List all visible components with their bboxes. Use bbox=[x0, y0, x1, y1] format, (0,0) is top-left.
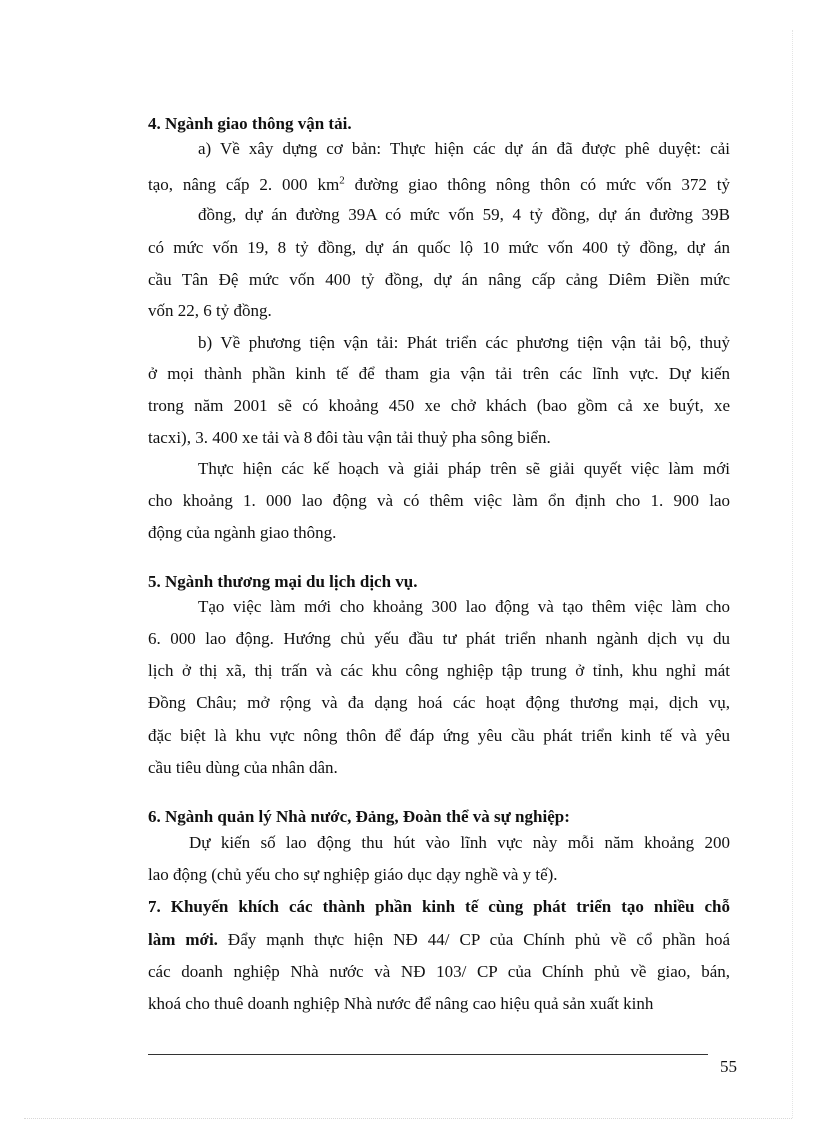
section-4-line-9: trong năm 2001 sẽ có khoảng 450 xe chở khách (bao gồm cả xe buýt, xe bbox=[148, 396, 730, 415]
section-5-line-5: đặc biệt là khu vực nông thôn để đáp ứng yêu cầu phát triển kinh tế và yêu bbox=[148, 726, 730, 745]
section-4-line-4: có mức vốn 19, 8 tỷ đồng, dự án quốc lộ 10 mức vốn 400 tỷ đồng, dự án bbox=[148, 238, 730, 257]
section-6-line-1: Dự kiến số lao động thu hút vào lĩnh vực này mỗi năm khoảng 200 bbox=[189, 833, 730, 852]
section-4-line-8: ở mọi thành phần kinh tế để tham gia vận tải trên các lĩnh vực. Dự kiến bbox=[148, 364, 730, 383]
section-7-line-1: làm mới. Đẩy mạnh thực hiện NĐ 44/ CP của Chính phủ về cổ phần hoá bbox=[148, 930, 730, 949]
section-5-line-4: Đồng Châu; mở rộng và đa dạng hoá các hoạt động thương mại, dịch vụ, bbox=[148, 693, 730, 712]
section-5-line-1: Tạo việc làm mới cho khoảng 300 lao động và tạo thêm việc làm cho bbox=[198, 597, 730, 616]
section-4-line-3: đồng, dự án đường 39A có mức vốn 59, 4 tỷ đồng, dự án đường 39B bbox=[198, 205, 730, 224]
section-7-line-2: các doanh nghiệp Nhà nước và NĐ 103/ CP của Chính phủ về giao, bán, bbox=[148, 962, 730, 981]
section-4-line-7: b) Về phương tiện vận tải: Phát triển các phương tiện vận tải bộ, thuỷ bbox=[198, 333, 730, 352]
section-4-line-6: vốn 22, 6 tỷ đồng. bbox=[148, 301, 272, 320]
section-6-heading: 6. Ngành quản lý Nhà nước, Đảng, Đoàn thể và sự nghiệp: bbox=[148, 807, 570, 826]
section-6-line-2: lao động (chủ yếu cho sự nghiệp giáo dục dạy nghề và y tế). bbox=[148, 865, 558, 884]
section-5-line-3: lịch ở thị xã, thị trấn và các khu công nghiệp tập trung ở tỉnh, khu nghỉ mát bbox=[148, 661, 730, 680]
section-4-heading: 4. Ngành giao thông vận tải. bbox=[148, 114, 352, 133]
page-border-right bbox=[792, 30, 793, 1118]
section-7-line-3: khoá cho thuê doanh nghiệp Nhà nước để nâng cao hiệu quả sản xuất kinh bbox=[148, 994, 654, 1013]
section-4-line-10: tacxi), 3. 400 xe tải và 8 đôi tàu vận tải thuỷ pha sông biển. bbox=[148, 428, 551, 447]
section-5-line-6: cầu tiêu dùng của nhân dân. bbox=[148, 758, 338, 777]
footer-rule bbox=[148, 1054, 708, 1055]
page-border-bottom bbox=[24, 1118, 792, 1119]
section-5-heading: 5. Ngành thương mại du lịch dịch vụ. bbox=[148, 572, 418, 591]
section-4-line-11: Thực hiện các kế hoạch và giải pháp trên sẽ giải quyết việc làm mới bbox=[198, 459, 730, 478]
section-7-heading: 7. Khuyến khích các thành phần kinh tế cùng phát triển tạo nhiều chỗ bbox=[148, 897, 730, 916]
superscript: 2 bbox=[339, 175, 345, 187]
section-4-line-1: a) Về xây dựng cơ bản: Thực hiện các dự án đã được phê duyệt: cải bbox=[198, 139, 730, 158]
section-4-line-13: động của ngành giao thông. bbox=[148, 523, 337, 542]
section-4-line-12: cho khoảng 1. 000 lao động và có thêm việc làm ổn định cho 1. 900 lao bbox=[148, 491, 730, 510]
page-number: 55 bbox=[720, 1057, 737, 1076]
section-4-line-2: tạo, nâng cấp 2. 000 $km^2$ đường giao thông nông thôn có mức vốn 372 tỷ bbox=[148, 175, 730, 194]
section-4-line-5: cầu Tân Đệ mức vốn 400 tỷ đồng, dự án nâng cấp cảng Diêm Điền mức bbox=[148, 270, 730, 289]
section-5-line-2: 6. 000 lao động. Hướng chủ yếu đầu tư phát triển nhanh ngành dịch vụ du bbox=[148, 629, 730, 648]
section-7-heading-tail: làm mới. bbox=[148, 930, 218, 949]
